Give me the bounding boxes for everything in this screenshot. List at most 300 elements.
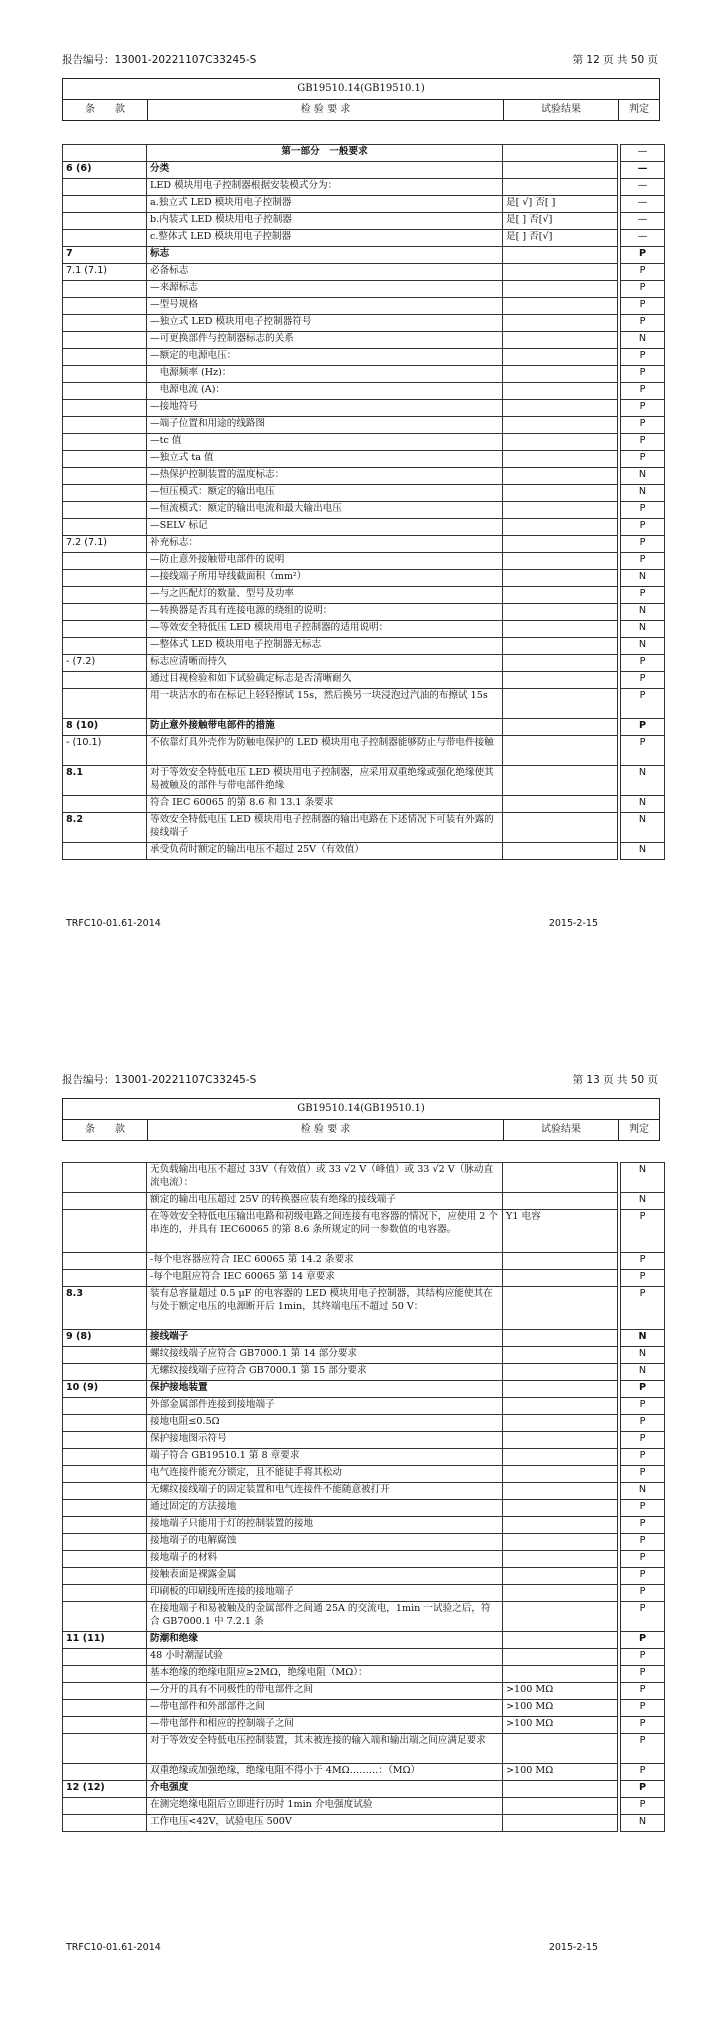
verdict-cell: N xyxy=(621,604,665,621)
table-row xyxy=(63,1815,665,1832)
result-cell xyxy=(503,1253,618,1270)
page-label: 第 13 页 共 50 页 xyxy=(572,1074,658,1086)
clause-cell xyxy=(63,400,147,417)
verdict-cell: N xyxy=(621,1483,665,1500)
requirement-cell: 无螺纹接线端子应符合 GB7000.1 第 15 部分要求 xyxy=(147,1364,503,1381)
result-cell: >100 MΩ xyxy=(503,1764,618,1781)
verdict-cell: N xyxy=(621,1815,665,1832)
table-row xyxy=(63,1585,665,1602)
col-requirement: 检 验 要 求 xyxy=(148,1120,504,1140)
page-header xyxy=(62,1072,658,1088)
verdict-cell: P xyxy=(621,1585,665,1602)
table-row xyxy=(63,604,665,621)
clause-cell xyxy=(63,1602,147,1632)
page-footer xyxy=(62,1942,658,1956)
result-cell xyxy=(503,1734,618,1764)
col-result: 试验结果 xyxy=(504,1120,619,1140)
verdict-cell: P xyxy=(621,1666,665,1683)
clause-cell xyxy=(63,1432,147,1449)
requirement-cell: 通过固定的方法接地 xyxy=(147,1500,503,1517)
table-row xyxy=(63,1764,665,1781)
table-row xyxy=(63,1415,665,1432)
requirement-cell: LED 模块用电子控制器根据安装模式分为： xyxy=(147,179,503,196)
footer-date: 2015-2-15 xyxy=(548,1942,598,1953)
requirement-cell: —型号规格 xyxy=(147,298,503,315)
requirement-cell: —恒流模式：额定的输出电流和最大输出电压 xyxy=(147,502,503,519)
clause-cell xyxy=(63,1163,147,1193)
verdict-cell: P xyxy=(621,1781,665,1798)
requirement-cell: —tc 值 xyxy=(147,434,503,451)
result-cell: 是[ ] 否[√] xyxy=(503,213,618,230)
verdict-cell: N xyxy=(621,1330,665,1347)
result-cell xyxy=(503,587,618,604)
result-cell xyxy=(503,1649,618,1666)
clause-cell xyxy=(63,434,147,451)
requirement-cell: 接地端子的材料 xyxy=(147,1551,503,1568)
requirement-cell: —独立式 LED 模块用电子控制器符号 xyxy=(147,315,503,332)
clause-cell xyxy=(63,1764,147,1781)
result-cell xyxy=(503,1815,618,1832)
requirement-cell: —可更换部件与控制器标志的关系 xyxy=(147,332,503,349)
col-clause: 条 款 xyxy=(63,100,148,120)
table-row xyxy=(63,621,665,638)
result-cell xyxy=(503,604,618,621)
result-cell xyxy=(503,366,618,383)
table-row xyxy=(63,536,665,553)
requirement-cell: 必备标志 xyxy=(147,264,503,281)
verdict-cell: N xyxy=(621,485,665,502)
table-row xyxy=(63,383,665,400)
inspection-table xyxy=(62,1162,665,1832)
clause-cell xyxy=(63,230,147,247)
requirement-cell: 符合 IEC 60065 的第 8.6 和 13.1 条要求 xyxy=(147,796,503,813)
col-requirement: 检 验 要 求 xyxy=(148,100,504,120)
result-cell xyxy=(503,1449,618,1466)
clause-cell xyxy=(63,485,147,502)
verdict-cell: P xyxy=(621,1466,665,1483)
requirement-cell: —转换器是否具有连接电源的绕组的说明： xyxy=(147,604,503,621)
table-row xyxy=(63,736,665,766)
result-cell xyxy=(503,1798,618,1815)
result-cell xyxy=(503,672,618,689)
requirement-cell: —防止意外接触带电部件的说明 xyxy=(147,553,503,570)
result-cell xyxy=(503,1666,618,1683)
clause-cell xyxy=(63,1347,147,1364)
clause-cell xyxy=(63,298,147,315)
page-label: 第 12 页 共 50 页 xyxy=(572,54,658,66)
requirement-cell: —整体式 LED 模块用电子控制器无标志 xyxy=(147,638,503,655)
result-cell: 是[ ] 否[√] xyxy=(503,230,618,247)
clause-cell xyxy=(63,1483,147,1500)
clause-cell xyxy=(63,796,147,813)
table-row xyxy=(63,1517,665,1534)
verdict-cell: P xyxy=(621,672,665,689)
requirement-cell: 装有总容量超过 0.5 μF 的电容器的 LED 模块用电子控制器，其结构应能使其在与处于额定电压的电源断开后 1min，其终端电压不超过 50 V： xyxy=(147,1287,503,1330)
requirement-cell: 在测完绝缘电阻后立即进行历时 1min 介电强度试验 xyxy=(147,1798,503,1815)
table-row xyxy=(63,1602,665,1632)
table-row xyxy=(63,1364,665,1381)
clause-cell: 12 (12) xyxy=(63,1781,147,1798)
table-row xyxy=(63,468,665,485)
clause-cell xyxy=(63,213,147,230)
result-cell xyxy=(503,1534,618,1551)
table-row xyxy=(63,1287,665,1330)
clause-cell xyxy=(63,843,147,860)
table-row xyxy=(63,553,665,570)
result-cell xyxy=(503,298,618,315)
requirement-cell: 双重绝缘或加强绝缘，绝缘电阻不得小于 4MΩ………：（MΩ） xyxy=(147,1764,503,1781)
requirement-cell: c.整体式 LED 模块用电子控制器 xyxy=(147,230,503,247)
result-cell xyxy=(503,1415,618,1432)
table-row xyxy=(63,1381,665,1398)
requirement-cell: 防止意外接触带电部件的措施 xyxy=(147,719,503,736)
clause-cell xyxy=(63,1270,147,1287)
clause-cell xyxy=(63,502,147,519)
table-row xyxy=(63,281,665,298)
result-cell xyxy=(503,162,618,179)
clause-cell xyxy=(63,1193,147,1210)
table-row xyxy=(63,1551,665,1568)
clause-cell xyxy=(63,383,147,400)
verdict-cell: P xyxy=(621,1534,665,1551)
table-row xyxy=(63,179,665,196)
clause-cell: - (7.2) xyxy=(63,655,147,672)
requirement-cell: 接地电阻≤0.5Ω xyxy=(147,1415,503,1432)
verdict-cell: P xyxy=(621,298,665,315)
result-cell: >100 MΩ xyxy=(503,1717,618,1734)
clause-cell xyxy=(63,468,147,485)
report-number: 报告编号：13001-20221107C33245-S xyxy=(62,1074,257,1086)
requirement-cell: 用一块沾水的布在标记上轻轻擦试 15s，然后换另一块浸泡过汽油的布擦试 15s xyxy=(147,689,503,719)
table-row xyxy=(63,1649,665,1666)
table-row xyxy=(63,1347,665,1364)
result-cell xyxy=(503,1483,618,1500)
col-verdict: 判定 xyxy=(629,104,649,115)
result-cell xyxy=(503,1551,618,1568)
table-row xyxy=(63,145,665,162)
table-row xyxy=(63,196,665,213)
result-cell xyxy=(503,1500,618,1517)
clause-cell xyxy=(63,519,147,536)
table-row xyxy=(63,843,665,860)
requirement-cell: 电气连接件能充分锁定，且不能徒手将其松动 xyxy=(147,1466,503,1483)
verdict-cell: P xyxy=(621,719,665,736)
col-result: 试验结果 xyxy=(504,100,619,120)
table-row xyxy=(63,298,665,315)
clause-cell xyxy=(63,1415,147,1432)
clause-cell xyxy=(63,1717,147,1734)
clause-cell xyxy=(63,570,147,587)
requirement-cell: 第一部分 一般要求 xyxy=(147,145,503,162)
result-cell xyxy=(503,400,618,417)
requirement-cell: 标志应清晰而持久 xyxy=(147,655,503,672)
report-number: 报告编号：13001-20221107C33245-S xyxy=(62,54,257,66)
requirement-cell: 无螺纹接线端子的固定装置和电气连接件不能随意被打开 xyxy=(147,1483,503,1500)
verdict-cell: P xyxy=(621,1683,665,1700)
inspection-table xyxy=(62,144,665,860)
verdict-cell: P xyxy=(621,315,665,332)
result-cell xyxy=(503,179,618,196)
clause-cell xyxy=(63,332,147,349)
requirement-cell: 承受负荷时额定的输出电压不超过 25V（有效值） xyxy=(147,843,503,860)
result-cell xyxy=(503,468,618,485)
requirement-cell: —SELV 标记 xyxy=(147,519,503,536)
requirement-cell: —与之匹配灯的数量、型号及功率 xyxy=(147,587,503,604)
clause-cell: 11 (11) xyxy=(63,1632,147,1649)
requirement-cell: —等效安全特低压 LED 模块用电子控制器的适用说明： xyxy=(147,621,503,638)
table-row xyxy=(63,570,665,587)
page-header xyxy=(62,52,658,68)
requirement-cell: —端子位置和用途的线路图 xyxy=(147,417,503,434)
result-cell xyxy=(503,719,618,736)
table-row xyxy=(63,1500,665,1517)
requirement-cell: —额定的电源电压： xyxy=(147,349,503,366)
result-cell xyxy=(503,736,618,766)
result-cell: >100 MΩ xyxy=(503,1700,618,1717)
clause-cell: 7 xyxy=(63,247,147,264)
verdict-cell: P xyxy=(621,1734,665,1764)
table-row xyxy=(63,366,665,383)
clause-cell: 10 (9) xyxy=(63,1381,147,1398)
verdict-cell: N xyxy=(621,766,665,796)
clause-cell xyxy=(63,281,147,298)
table-row xyxy=(63,1683,665,1700)
clause-cell xyxy=(63,1253,147,1270)
clause-cell: 8.3 xyxy=(63,1287,147,1330)
result-cell xyxy=(503,1364,618,1381)
clause-cell xyxy=(63,1551,147,1568)
requirement-cell: 补充标志： xyxy=(147,536,503,553)
verdict-cell: P xyxy=(621,502,665,519)
clause-cell xyxy=(63,1585,147,1602)
requirement-cell: -每个电阻应符合 IEC 60065 第 14 章要求 xyxy=(147,1270,503,1287)
clause-cell xyxy=(63,1649,147,1666)
requirement-cell: 印刷板的印刷线所连接的接地端子 xyxy=(147,1585,503,1602)
result-cell xyxy=(503,451,618,468)
table-row xyxy=(63,1193,665,1210)
table-row xyxy=(63,162,665,179)
verdict-cell: P xyxy=(621,1632,665,1649)
verdict-cell: P xyxy=(621,1449,665,1466)
verdict-cell: — xyxy=(621,196,665,213)
requirement-cell: —接地符号 xyxy=(147,400,503,417)
clause-cell xyxy=(63,417,147,434)
requirement-cell: 接线端子 xyxy=(147,1330,503,1347)
page-footer xyxy=(62,918,658,932)
verdict-cell: P xyxy=(621,383,665,400)
verdict-cell: P xyxy=(621,1700,665,1717)
verdict-cell: P xyxy=(621,1551,665,1568)
clause-cell xyxy=(63,1398,147,1415)
table-row xyxy=(63,1568,665,1585)
requirement-cell: —带电部件和外部部件之间 xyxy=(147,1700,503,1717)
result-cell xyxy=(503,813,618,843)
table-row xyxy=(63,719,665,736)
requirement-cell: —来源标志 xyxy=(147,281,503,298)
result-cell xyxy=(503,332,618,349)
result-cell xyxy=(503,502,618,519)
table-row xyxy=(63,247,665,264)
result-cell xyxy=(503,264,618,281)
requirement-cell: 接地端子只能用于灯的控制装置的接地 xyxy=(147,1517,503,1534)
clause-cell xyxy=(63,1364,147,1381)
requirement-cell: 电源电流 (A)： xyxy=(147,383,503,400)
result-cell xyxy=(503,315,618,332)
clause-cell xyxy=(63,1700,147,1717)
table-row xyxy=(63,400,665,417)
clause-cell xyxy=(63,672,147,689)
table-row xyxy=(63,213,665,230)
footer-date: 2015-2-15 xyxy=(548,918,598,929)
clause-cell: 8.1 xyxy=(63,766,147,796)
verdict-cell: P xyxy=(621,1415,665,1432)
verdict-cell: P xyxy=(621,1432,665,1449)
result-cell xyxy=(503,1632,618,1649)
table-row xyxy=(63,230,665,247)
requirement-cell: 在等效安全特低电压输出电路和初级电路之间连接有电容器的情况下，应使用 2 个串连的，并具有 IEC60065 的第 8.6 条所规定的同一参数值的电容器。 xyxy=(147,1210,503,1253)
clause-cell xyxy=(63,553,147,570)
table-row xyxy=(63,1210,665,1253)
requirement-cell: 等效安全特低电压 LED 模块用电子控制器的输出电路在下述情况下可装有外露的接线端子 xyxy=(147,813,503,843)
requirement-cell: 螺纹接线端子应符合 GB7000.1 第 14 部分要求 xyxy=(147,1347,503,1364)
verdict-cell: P xyxy=(621,1287,665,1330)
verdict-cell: P xyxy=(621,587,665,604)
verdict-cell: — xyxy=(621,145,665,162)
clause-cell: 7.1 (7.1) xyxy=(63,264,147,281)
requirement-cell: 工作电压<42V，试验电压 500V xyxy=(147,1815,503,1832)
clause-cell xyxy=(63,315,147,332)
verdict-cell: N xyxy=(621,813,665,843)
table-row xyxy=(63,766,665,796)
clause-cell xyxy=(63,145,147,162)
result-cell xyxy=(503,247,618,264)
clause-cell: 9 (8) xyxy=(63,1330,147,1347)
verdict-cell: N xyxy=(621,468,665,485)
table-row xyxy=(63,1798,665,1815)
verdict-cell: N xyxy=(621,638,665,655)
verdict-cell: P xyxy=(621,655,665,672)
requirement-cell: —带电部件和相应的控制端子之间 xyxy=(147,1717,503,1734)
result-cell: >100 MΩ xyxy=(503,1683,618,1700)
verdict-cell: N xyxy=(621,332,665,349)
verdict-cell: N xyxy=(621,1163,665,1193)
requirement-cell: 保护接地装置 xyxy=(147,1381,503,1398)
verdict-cell: P xyxy=(621,1500,665,1517)
footer-form-code: TRFC10-01.61-2014 xyxy=(66,1942,161,1953)
requirement-cell: 介电强度 xyxy=(147,1781,503,1798)
result-cell: 是[ √] 否[ ] xyxy=(503,196,618,213)
requirement-cell: 防潮和绝缘 xyxy=(147,1632,503,1649)
requirement-cell: b.内装式 LED 模块用电子控制器 xyxy=(147,213,503,230)
report-page xyxy=(0,1018,720,2036)
table-row xyxy=(63,587,665,604)
verdict-cell: P xyxy=(621,417,665,434)
verdict-cell: P xyxy=(621,1602,665,1632)
table-header xyxy=(62,78,660,121)
result-cell xyxy=(503,1568,618,1585)
table-row xyxy=(63,315,665,332)
clause-cell xyxy=(63,1466,147,1483)
table-row xyxy=(63,1270,665,1287)
table-row xyxy=(63,638,665,655)
result-cell xyxy=(503,1602,618,1632)
table-row xyxy=(63,1666,665,1683)
table-row xyxy=(63,417,665,434)
requirement-cell: 在接地端子和易被触及的金属部件之间通 25A 的交流电，1min 一试验之后，符合 GB7000.1 中 7.2.1 条 xyxy=(147,1602,503,1632)
standard-title: GB19510.14(GB19510.1) xyxy=(63,1099,659,1120)
table-row xyxy=(63,1432,665,1449)
result-cell xyxy=(503,281,618,298)
clause-cell xyxy=(63,1210,147,1253)
table-row xyxy=(63,264,665,281)
result-cell xyxy=(503,553,618,570)
verdict-cell: P xyxy=(621,1717,665,1734)
table-row xyxy=(63,349,665,366)
table-row xyxy=(63,1163,665,1193)
result-cell xyxy=(503,1330,618,1347)
table-row xyxy=(63,451,665,468)
clause-cell xyxy=(63,1449,147,1466)
result-cell xyxy=(503,1193,618,1210)
verdict-cell: N xyxy=(621,796,665,813)
clause-cell xyxy=(63,587,147,604)
requirement-cell: 接触表面是裸露金属 xyxy=(147,1568,503,1585)
result-cell xyxy=(503,1432,618,1449)
verdict-cell: P xyxy=(621,536,665,553)
result-cell xyxy=(503,349,618,366)
table-row xyxy=(63,1717,665,1734)
verdict-cell: P xyxy=(621,400,665,417)
verdict-cell: P xyxy=(621,451,665,468)
verdict-cell: P xyxy=(621,366,665,383)
clause-cell xyxy=(63,1798,147,1815)
clause-cell xyxy=(63,638,147,655)
requirement-cell: 端子符合 GB19510.1 第 8 章要求 xyxy=(147,1449,503,1466)
verdict-cell: P xyxy=(621,1381,665,1398)
result-cell xyxy=(503,655,618,672)
result-cell xyxy=(503,1781,618,1798)
result-cell xyxy=(503,1517,618,1534)
result-cell xyxy=(503,383,618,400)
result-cell xyxy=(503,1347,618,1364)
footer-form-code: TRFC10-01.61-2014 xyxy=(66,918,161,929)
requirement-cell: 接地端子的电解腐蚀 xyxy=(147,1534,503,1551)
clause-cell xyxy=(63,451,147,468)
result-cell xyxy=(503,1398,618,1415)
clause-cell: 8.2 xyxy=(63,813,147,843)
table-row xyxy=(63,1781,665,1798)
verdict-cell: P xyxy=(621,689,665,719)
requirement-cell: 48 小时潮湿试验 xyxy=(147,1649,503,1666)
verdict-cell: P xyxy=(621,1253,665,1270)
clause-cell xyxy=(63,1517,147,1534)
table-row xyxy=(63,1398,665,1415)
clause-cell xyxy=(63,1500,147,1517)
table-row xyxy=(63,1483,665,1500)
clause-cell xyxy=(63,1568,147,1585)
table-row xyxy=(63,519,665,536)
result-cell xyxy=(503,434,618,451)
clause-cell xyxy=(63,366,147,383)
clause-cell xyxy=(63,689,147,719)
result-cell xyxy=(503,766,618,796)
table-row xyxy=(63,1330,665,1347)
table-row xyxy=(63,1700,665,1717)
requirement-cell: 标志 xyxy=(147,247,503,264)
verdict-cell: P xyxy=(621,1517,665,1534)
clause-cell xyxy=(63,1534,147,1551)
table-row xyxy=(63,1466,665,1483)
